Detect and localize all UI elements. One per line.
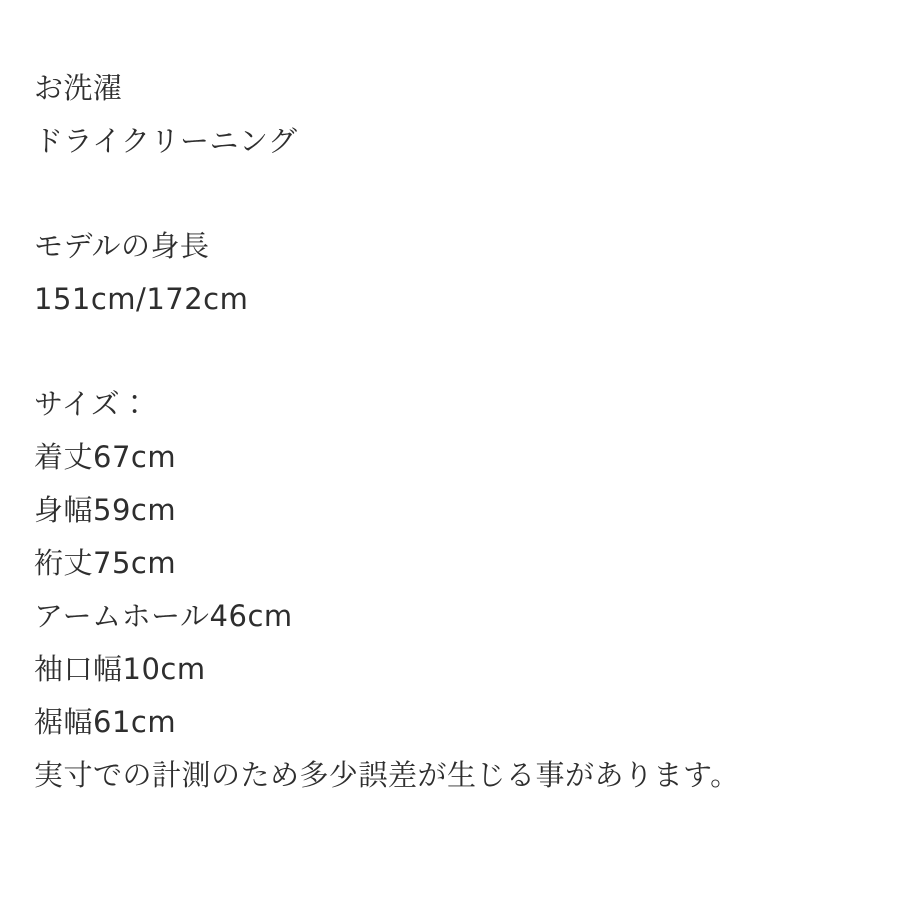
size-hem-width: 裾幅61cm [34,705,177,739]
size-cuff-width: 袖口幅10cm [34,652,206,686]
section-spacer-2 [34,326,860,378]
size-armhole: アームホール46cm [34,599,293,633]
size-width: 身幅59cm [34,493,177,527]
size-section [34,378,860,802]
model-height-heading: モデルの身長 [34,229,210,263]
size-measurement-note: 実寸での計測のため多少誤差が生じる事があります。 [34,758,740,792]
size-sleeve-length: 裄丈75cm [34,546,177,580]
size-length: 着丈67cm [34,440,177,474]
care-method: ドライクリーニング [34,124,298,158]
section-spacer-1 [34,168,860,220]
size-heading: サイズ： [34,387,150,421]
model-height-value: 151cm/172cm [34,282,249,316]
care-section [34,62,860,168]
care-heading: お洗濯 [34,71,123,105]
model-height-section [34,220,860,326]
